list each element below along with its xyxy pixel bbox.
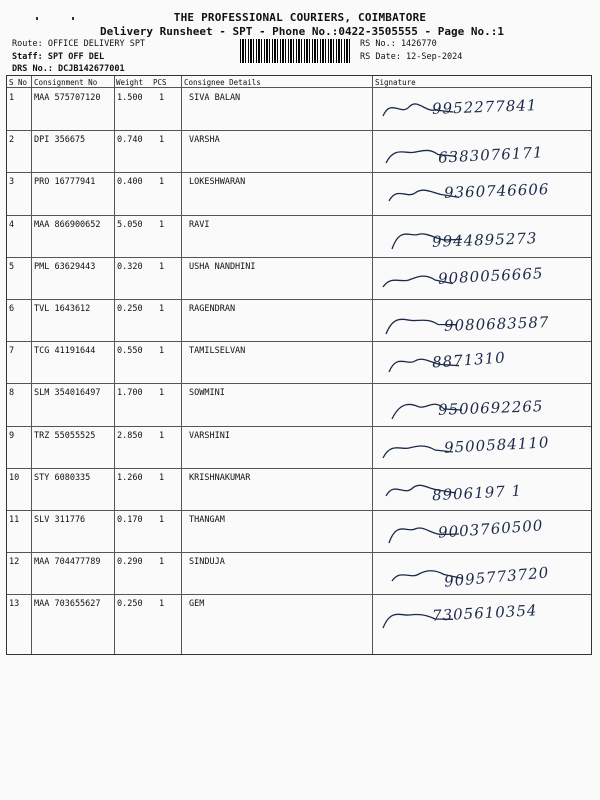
signature-scribble	[388, 556, 468, 588]
page-title: THE PROFESSIONAL COURIERS, COIMBATORE	[173, 11, 427, 24]
row-consignment: TRZ 55055525	[34, 430, 96, 441]
header-consignee: Consignee Details	[184, 78, 261, 87]
row-sno: 4	[9, 219, 15, 230]
row-weight: 0.250	[117, 304, 143, 314]
row-pcs: 1	[159, 177, 165, 188]
handwritten-signature: 7305610354	[431, 601, 538, 626]
signature-scribble	[388, 387, 468, 419]
row-pcs: 1	[159, 430, 165, 441]
row-consignment: MAA 866900652	[34, 219, 101, 230]
row-weight: 0.290	[117, 557, 143, 568]
row-consignment: SLV 311776	[34, 515, 86, 525]
row-weight: 0.550	[117, 346, 143, 357]
handwritten-signature: 9080683587	[443, 313, 550, 335]
table-row	[7, 257, 591, 299]
signature-scribble	[385, 345, 465, 377]
signature-scribble	[379, 92, 459, 124]
runsheet-subtitle: Delivery Runsheet - SPT - Phone No.:0422-3505555 - Page No.:1	[100, 25, 504, 38]
row-consignment: PML 63629443	[34, 261, 96, 272]
row-consignee: USHA NANDHINI	[189, 261, 256, 272]
row-weight: 0.250	[117, 599, 143, 610]
row-consignee: SOWMINI	[189, 388, 225, 399]
row-weight: 0.740	[117, 135, 143, 146]
row-consignee: THANGAM	[189, 515, 225, 525]
row-pcs: 1	[159, 219, 165, 230]
rs-date: RS Date: 12-Sep-2024	[360, 52, 463, 62]
handwritten-signature: 8906197 1	[431, 481, 523, 505]
row-pcs: 1	[159, 515, 165, 525]
table-row	[7, 299, 591, 341]
header-signature: Signature	[375, 78, 416, 87]
row-consignee: RAGENDRAN	[189, 304, 236, 314]
row-sno: 13	[9, 599, 20, 610]
handwritten-signature: 9944895273	[431, 228, 538, 251]
row-consignee: KRISHNAKUMAR	[189, 472, 251, 483]
table-row	[7, 215, 591, 257]
table-row	[7, 130, 591, 172]
route-info: Route: OFFICE DELIVERY SPT	[12, 39, 146, 49]
row-consignment: TVL 1643612	[34, 304, 91, 314]
row-pcs: 1	[159, 135, 165, 146]
row-consignment: MAA 704477789	[34, 557, 101, 568]
row-sno: 7	[9, 346, 15, 357]
row-sno: 3	[9, 177, 15, 188]
row-sno: 8	[9, 388, 15, 399]
row-consignment: MAA 703655627	[34, 599, 101, 610]
row-weight: 1.500	[117, 93, 143, 103]
row-weight: 0.400	[117, 177, 143, 188]
row-sno: 2	[9, 135, 15, 146]
table-row	[7, 172, 591, 214]
handwritten-signature: 9095773720	[443, 563, 551, 591]
header-pcs: PCS	[153, 78, 167, 87]
row-consignee: VARSHINI	[189, 430, 230, 441]
signature-scribble	[379, 261, 459, 293]
handwritten-signature: 9500584110	[443, 432, 550, 457]
handwritten-signature: 6383076171	[437, 143, 544, 167]
table-row	[7, 426, 591, 468]
row-consignee: VARSHA	[189, 135, 220, 146]
row-weight: 1.260	[117, 472, 143, 483]
header-weight: Weight	[116, 78, 144, 87]
signature-scribble	[385, 176, 465, 208]
row-consignment: PRO 16777941	[34, 177, 96, 188]
staff-info: Staff: SPT OFF DEL	[12, 52, 105, 62]
row-pcs: 1	[159, 304, 165, 314]
row-weight: 2.850	[117, 430, 143, 441]
handwritten-signature: 9500692265	[437, 397, 544, 420]
handwritten-signature: 9360746606	[443, 180, 550, 203]
row-sno: 12	[9, 557, 20, 568]
row-pcs: 1	[159, 557, 165, 568]
table-row	[7, 594, 591, 636]
drs-number: DRS No.: DCJB142677001	[12, 64, 125, 74]
runsheet-table	[6, 75, 592, 655]
row-consignee: RAVI	[189, 219, 210, 230]
header-sno: S No	[9, 78, 28, 87]
row-consignment: DPI 356675	[34, 135, 86, 146]
signature-scribble	[382, 303, 462, 335]
row-consignment: MAA 575707120	[34, 93, 101, 103]
signature-scribble	[385, 514, 465, 546]
table-row	[7, 341, 591, 383]
handwritten-signature: 9952277841	[431, 96, 538, 118]
row-pcs: 1	[159, 346, 165, 357]
row-pcs: 1	[159, 261, 165, 272]
row-pcs: 1	[159, 388, 165, 399]
table-row	[7, 552, 591, 594]
row-sno: 5	[9, 261, 15, 272]
scan-dot	[36, 17, 38, 20]
row-sno: 10	[9, 472, 20, 483]
row-weight: 0.320	[117, 261, 143, 272]
row-sno: 1	[9, 93, 15, 103]
table-row	[7, 468, 591, 510]
row-consignee: SIVA BALAN	[189, 93, 241, 103]
handwritten-signature: 8871310	[431, 348, 507, 372]
row-sno: 9	[9, 430, 15, 441]
row-weight: 1.700	[117, 388, 143, 399]
row-weight: 5.050	[117, 219, 143, 230]
table-row	[7, 510, 591, 552]
signature-scribble	[379, 430, 459, 462]
row-consignee: SINDUJA	[189, 557, 225, 568]
table-row	[7, 383, 591, 425]
row-pcs: 1	[159, 472, 165, 483]
rs-number: RS No.: 1426770	[360, 39, 437, 49]
row-consignment: SLM 354016497	[34, 388, 101, 399]
signature-scribble	[379, 598, 459, 630]
signature-scribble	[388, 219, 468, 251]
row-consignee: GEM	[189, 599, 205, 610]
row-weight: 0.170	[117, 515, 143, 525]
table-row	[7, 88, 591, 130]
row-sno: 6	[9, 304, 15, 314]
signature-scribble	[382, 472, 462, 504]
row-pcs: 1	[159, 599, 165, 610]
row-consignment: TCG 41191644	[34, 346, 96, 357]
handwritten-signature: 9080056665	[437, 264, 544, 288]
handwritten-signature: 9003760500	[437, 516, 544, 542]
row-sno: 11	[9, 515, 20, 525]
signature-scribble	[382, 134, 462, 166]
row-consignee: TAMILSELVAN	[189, 346, 246, 357]
row-pcs: 1	[159, 93, 165, 103]
row-consignment: STY 6080335	[34, 472, 91, 483]
barcode-image	[240, 39, 352, 63]
row-consignee: LOKESHWARAN	[189, 177, 246, 188]
header-consignment: Consignment No	[34, 78, 98, 87]
scan-dot	[72, 17, 74, 20]
